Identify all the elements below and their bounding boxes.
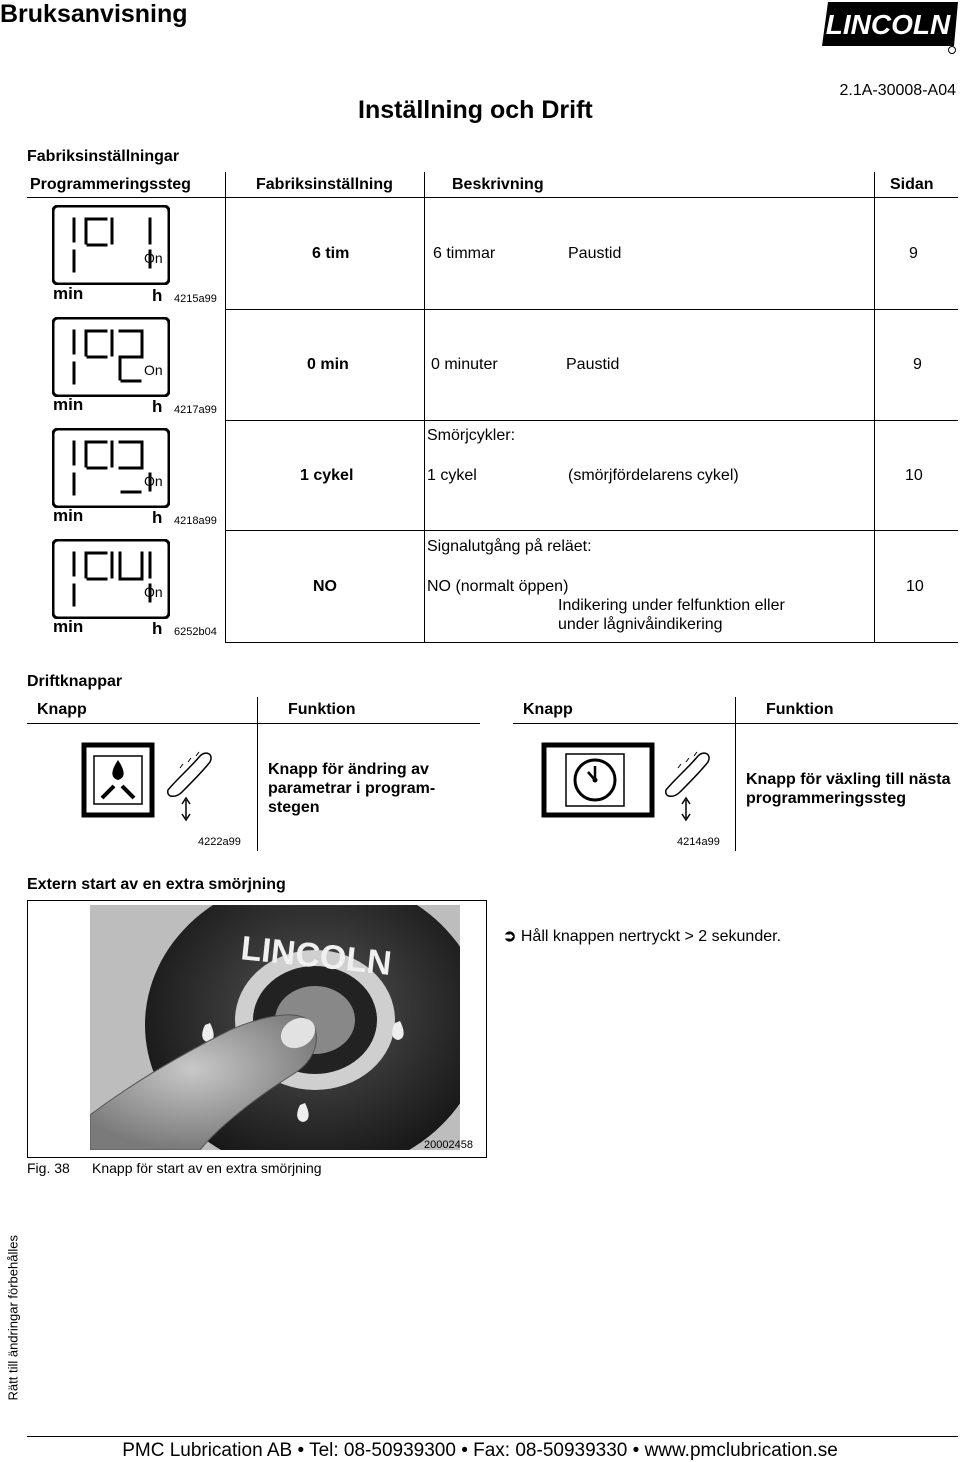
figure-caption: Knapp för start av en extra smörjning bbox=[92, 1160, 322, 1176]
page-number: 10 bbox=[905, 467, 923, 484]
h-label: h bbox=[152, 508, 163, 527]
min-label: min bbox=[53, 617, 84, 636]
description-heading: Smörjcykler: bbox=[427, 427, 516, 444]
footer-contact: PMC Lubrication AB • Tel: 08-50939300 • Fax: 08-50939330 • www.pmclubrication.se bbox=[122, 1440, 838, 1461]
image-code: 4214a99 bbox=[677, 836, 720, 848]
clock-button-icon bbox=[540, 742, 720, 822]
logo-text: LINCOLN bbox=[825, 9, 951, 40]
figure-label: Fig. 38 bbox=[27, 1160, 70, 1176]
start-button-photo bbox=[90, 905, 460, 1150]
image-code: 4217a99 bbox=[174, 404, 217, 416]
image-code: 4215a99 bbox=[174, 293, 217, 305]
lincoln-logo bbox=[822, 2, 958, 54]
description-value: NO (normalt öppen) bbox=[427, 578, 569, 595]
image-code: 4218a99 bbox=[174, 515, 217, 527]
buttons-section-title: Driftknappar bbox=[27, 673, 123, 690]
col-header-step: Programmeringssteg bbox=[30, 176, 191, 193]
description-heading: Signalutgång på reläet: bbox=[427, 538, 592, 555]
document-title: Bruksanvisning bbox=[0, 0, 188, 28]
instruction: ➲ Håll knappen nertryckt > 2 sekunder. bbox=[503, 928, 782, 945]
factory-setting: 6 tim bbox=[312, 245, 350, 262]
description-type: Paustid bbox=[568, 245, 622, 262]
min-label: min bbox=[53, 506, 84, 525]
h-label: h bbox=[152, 619, 163, 638]
description-detail-2: under lågnivåindikering bbox=[558, 616, 723, 633]
lcd-display-p1 bbox=[52, 205, 170, 285]
description-value: 1 cykel bbox=[427, 467, 477, 484]
description-value: 6 timmar bbox=[433, 245, 496, 262]
col-header-button-2: Knapp bbox=[523, 701, 573, 718]
col-header-description: Beskrivning bbox=[452, 176, 544, 193]
page-title: Inställning och Drift bbox=[358, 96, 593, 124]
parameter-button-icon bbox=[80, 742, 220, 822]
col-header-setting: Fabriksinställning bbox=[256, 176, 393, 193]
factory-section-title: Fabriksinställningar bbox=[27, 148, 180, 165]
page-number: 10 bbox=[906, 578, 924, 595]
arrow-right-icon: ➲ bbox=[503, 928, 517, 945]
description-detail-1: Indikering under felfunktion eller bbox=[558, 597, 785, 614]
lcd-on-label: On bbox=[144, 584, 163, 600]
lcd-on-label: On bbox=[144, 250, 163, 266]
col-header-function-2: Funktion bbox=[766, 701, 834, 718]
page-number: 9 bbox=[913, 356, 922, 373]
function-description-1: Knapp för ändring av parametrar i program- stegen bbox=[268, 761, 436, 816]
col-header-button-1: Knapp bbox=[37, 701, 87, 718]
description-value: 0 minuter bbox=[431, 356, 498, 373]
extern-section-title: Extern start av en extra smörjning bbox=[27, 876, 286, 893]
h-label: h bbox=[152, 286, 163, 305]
lcd-on-label: On bbox=[144, 362, 163, 378]
lcd-on-label: On bbox=[144, 473, 163, 489]
factory-setting: NO bbox=[313, 578, 337, 595]
factory-setting: 0 min bbox=[307, 356, 349, 373]
image-code: 6252b04 bbox=[174, 626, 217, 638]
image-code: 4222a99 bbox=[198, 836, 241, 848]
factory-setting: 1 cykel bbox=[300, 467, 354, 484]
description-type: Paustid bbox=[566, 356, 620, 373]
side-note: Rätt till ändringar förbehålles bbox=[5, 1235, 21, 1401]
page-number: 9 bbox=[909, 245, 918, 262]
photo-code: 20002458 bbox=[424, 1139, 473, 1151]
document-id: 2.1A-30008-A04 bbox=[839, 82, 956, 99]
col-header-page: Sidan bbox=[890, 176, 934, 193]
photo-brand-text: LINCOLN bbox=[239, 929, 394, 983]
lcd-display-p3 bbox=[52, 428, 170, 508]
col-header-function-1: Funktion bbox=[288, 701, 356, 718]
lcd-display-p4 bbox=[52, 539, 170, 619]
lcd-display-p2 bbox=[52, 317, 170, 397]
min-label: min bbox=[53, 284, 84, 303]
h-label: h bbox=[152, 397, 163, 416]
description-type: (smörjfördelarens cykel) bbox=[568, 467, 739, 484]
min-label: min bbox=[53, 395, 84, 414]
function-description-2: Knapp för växling till nästa programmeringssteg bbox=[746, 771, 951, 807]
